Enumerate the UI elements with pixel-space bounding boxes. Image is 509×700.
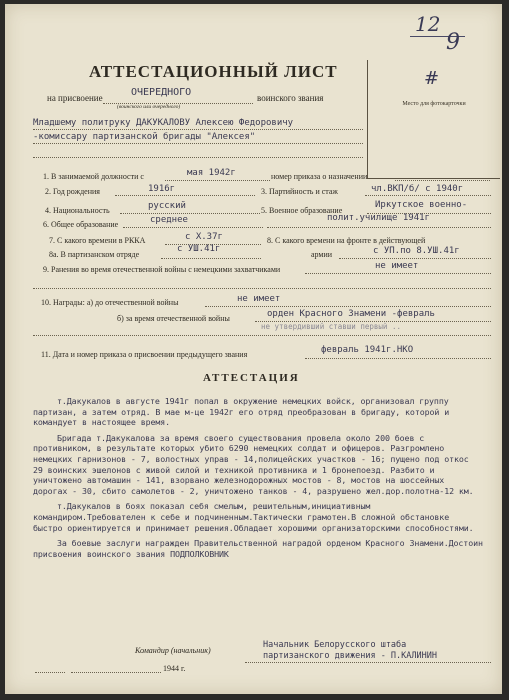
photo-label: Место для фотокарточки (402, 101, 466, 107)
field-6-line (123, 227, 263, 228)
field-6-label: 6. Общее образование (43, 220, 119, 229)
attestation-sheet (5, 4, 502, 694)
field-3-label: 3. Партийность и стаж (261, 187, 338, 196)
field-9-line-2 (33, 288, 491, 289)
field-3-line (365, 195, 491, 196)
field-8a-label: 8а. В партизанском отряде (49, 250, 140, 259)
date-day-line (35, 672, 65, 673)
field-8-label: 8. С какого времени на фронте в действующей (267, 236, 426, 245)
rank-value: ОЧЕРЕДНОГО (131, 87, 192, 98)
field-9-line (305, 273, 491, 274)
field-11-value: февраль 1941г.НКО (321, 345, 414, 355)
field-2-value: 1916г (148, 184, 176, 194)
field-10-label: 10. Награды: а) до отечественной войны (41, 298, 179, 307)
field-1-line (165, 180, 270, 181)
field-4-value: русский (148, 201, 186, 211)
person-line-2 (33, 143, 363, 144)
date-month-line (71, 672, 161, 673)
field-8-army: армии (311, 250, 333, 259)
field-1-tail-line (395, 180, 490, 181)
field-3-value: чл.ВКП/б/ с 1940г (371, 184, 464, 194)
attestation-body (33, 396, 483, 559)
field-1-value: мая 1942г (187, 168, 236, 178)
field-8-value: с УП.по 8.УШ.41г (373, 246, 460, 256)
field-8a-line (161, 258, 261, 259)
attestation-paragraph-3: т.Дакукалов в боях показал себя смелым, решительным,инициативным командиром.Требователен к себе и подчиненным.Тактически грамотен.В сложной обстановке быстро ориентируется и принимает решения.Обладает хорошими организаторскими способностями. (33, 501, 474, 533)
field-9-value: не имеет (375, 261, 419, 271)
photo-placeholder (367, 60, 500, 179)
date-suffix: 1944 г. (163, 664, 186, 673)
attestation-paragraph-1: т.Дакукалов в августе 1941г попал в окружение немецких войск, организовал группу партизан, а затем отряд. В мае м-це 1942г его отряд преобразован в бригаду, которой и командует в настоящее время. (33, 396, 450, 428)
attestation-heading: АТТЕСТАЦИЯ (203, 372, 300, 384)
person-line-1 (33, 129, 363, 130)
field-4-label: 4. Национальность (45, 206, 110, 215)
field-9-label: 9. Ранения во время отечественной войны с немецкими захватчиками (43, 265, 281, 274)
field-11-label: 11. Дата и номер приказа о присвоении предыдущего звания (41, 350, 248, 359)
header-suffix: воинского звания (257, 93, 324, 103)
field-8-line (339, 258, 491, 259)
field-4-line (120, 213, 260, 214)
corner-number: 12 (415, 12, 441, 36)
field-8a-value: с УШ.41г (177, 244, 221, 254)
field-2-label: 2. Год рождения (45, 187, 100, 196)
attestation-paragraph-4: За боевые заслуги награжден Правительственной наградой орденом Красного Знамени.Достоин присвоения воинского звания ПОДПОЛКОВНИК (33, 538, 483, 559)
person-position-line: -комиссару партизанской бригады "Алексея" (33, 132, 256, 142)
photo-mark: # (424, 68, 440, 89)
page-title: АТТЕСТАЦИОННЫЙ ЛИСТ (89, 62, 338, 81)
field-2-line (115, 195, 255, 196)
field-7-label: 7. С какого времени в РККА (49, 236, 146, 245)
field-5-value: Иркутское военно- (375, 200, 468, 210)
field-5-line-2 (267, 227, 491, 228)
attestation-paragraph-2: Бригада т.Дакукалова за время своего существования провела около 200 боев с противником, в результате которых убито 6290 немецких солдат и офицеров. Разгромлено немецких гарнизонов - 7, волостных управ - 14,полицейских участков - 16; пущено под откос 29 воинских эшелонов с живой силой и техникой противника и 1 бронепоезд. Разбито и уничтожено автомашин - 141, взорвано железнодорожных мостов - 8, мостов на шоссейных дорогах - 30, сбито самолетов - 2, уничтожено танков - 4, разрушено жел.дор.полотна-12 км. (33, 432, 474, 496)
signer-line-1: Начальник Белорусского штаба (263, 640, 407, 650)
field-5-value-cont: полит.училище 1941г (327, 213, 430, 223)
field-1-label: 1. В занимаемой должности с (43, 172, 144, 181)
field-5-label: 5. Военное образование (261, 206, 343, 215)
signer-line-2: партизанского движения - П.КАЛИНИН (263, 651, 437, 661)
field-10b-note: не утвердивший ставши первый .. (261, 322, 401, 331)
rank-hint: (воинского или очередного) (117, 104, 181, 110)
corner-number-2: 9 (446, 30, 460, 55)
field-10b-value: орден Красного Знамени -февраль (267, 309, 435, 319)
field-10a-line (205, 306, 491, 307)
signature-role-label: Командир (начальник) (135, 646, 211, 655)
person-line-3 (33, 157, 363, 158)
field-7-value: с Х.37г (185, 232, 223, 242)
person-name-line: Младшему политруку ДАКУКАЛОВУ Алексею Федоровичу (33, 118, 294, 128)
field-6-value: среднее (150, 215, 188, 225)
field-10a-value: не имеет (237, 294, 281, 304)
header-prefix: на присвоение (47, 93, 103, 103)
field-10-line-3 (33, 335, 491, 336)
signature-line (245, 662, 491, 663)
field-11-line (305, 358, 491, 359)
field-1-tail: номер приказа о назначении (271, 172, 368, 181)
field-10b-label: б) за время отечественной войны (117, 314, 230, 323)
